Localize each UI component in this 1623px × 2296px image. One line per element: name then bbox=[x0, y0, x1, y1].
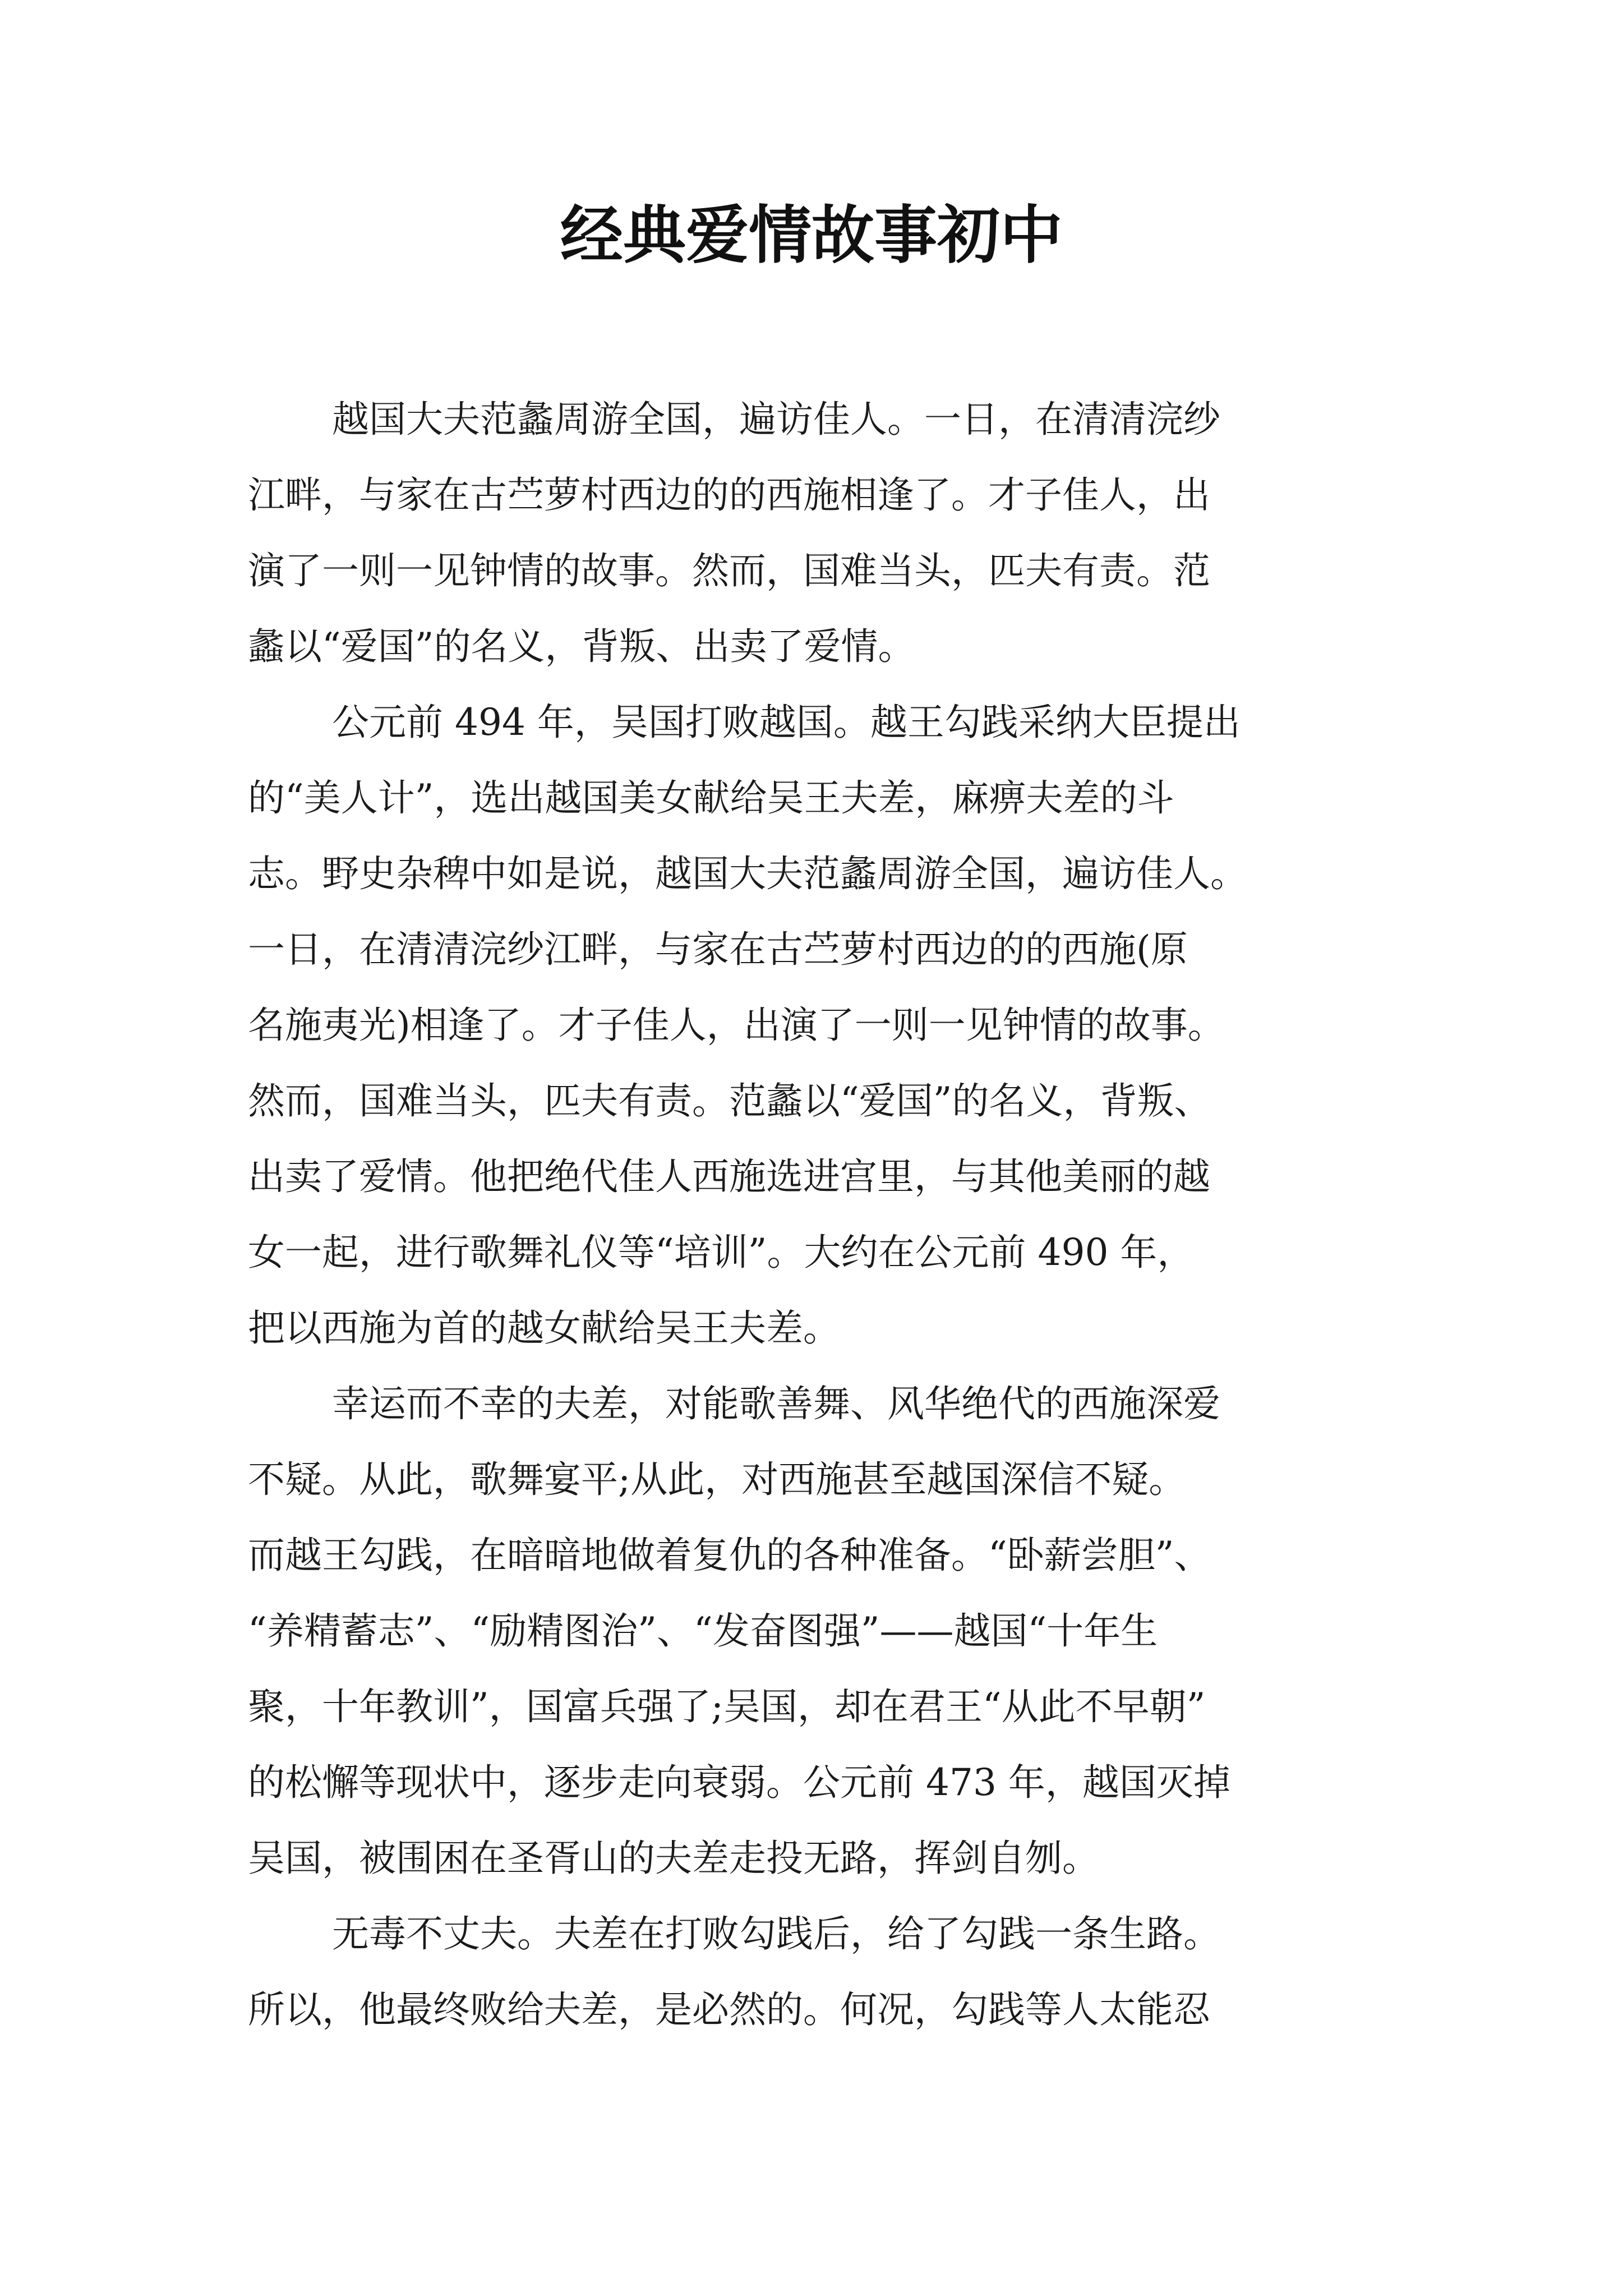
paragraph-2 bbox=[248, 684, 1375, 1366]
text-line: 出卖了爱情。他把绝代佳人西施选进宫里，与其他美丽的越 bbox=[248, 1155, 1210, 1198]
text-line: 一日，在清清浣纱江畔，与家在古苎萝村西边的的西施(原 bbox=[248, 928, 1188, 971]
text-line: 蠡以“爱国”的名义，背叛、出卖了爱情。 bbox=[248, 625, 915, 668]
text-line: 吴国，被围困在圣胥山的夫差走投无路，挥剑自刎。 bbox=[248, 1837, 1099, 1880]
text-line: 演了一则一见钟情的故事。然而，国难当头，匹夫有责。范 bbox=[248, 549, 1210, 592]
text-line: 越国大夫范蠡周游全国，遍访佳人。一日，在清清浣纱 bbox=[332, 398, 1220, 441]
paragraph-4 bbox=[248, 1896, 1375, 2047]
text-line: 而越王勾践，在暗暗地做着复仇的各种准备。“卧薪尝胆”、 bbox=[248, 1534, 1211, 1577]
text-line: 不疑。从此，歌舞宴平;从此，对西施甚至越国深信不疑。 bbox=[248, 1458, 1186, 1501]
text-line: “养精蓄志”、“励精图治”、“发奋图强”——越国“十年生 bbox=[248, 1609, 1158, 1653]
document-title: 经典爱情故事初中 bbox=[560, 199, 1063, 272]
text-line: 幸运而不幸的夫差，对能歌善舞、风华绝代的西施深爱 bbox=[332, 1382, 1220, 1425]
text-line: 把以西施为首的越女献给吴王夫差。 bbox=[248, 1306, 840, 1350]
text-line: 所以，他最终败给夫差，是必然的。何况，勾践等人太能忍 bbox=[248, 1988, 1210, 2031]
document-body bbox=[248, 381, 1375, 2047]
text-line: 无毒不丈夫。夫差在打败勾践后，给了勾践一条生路。 bbox=[332, 1912, 1220, 1955]
text-line: 聚，十年教训”，国富兵强了;吴国，却在君王“从此不早朝” bbox=[248, 1685, 1206, 1728]
text-line: 女一起，进行歌舞礼仪等“培训”。大约在公元前 490 年， bbox=[248, 1231, 1195, 1274]
text-line: 江畔，与家在古苎萝村西边的的西施相逢了。才子佳人，出 bbox=[248, 473, 1210, 517]
paragraph-3 bbox=[248, 1366, 1375, 1896]
paragraph-1 bbox=[248, 381, 1375, 684]
text-line: 的“美人计”，选出越国美女献给吴王夫差，麻痹夫差的斗 bbox=[248, 776, 1174, 820]
text-line: 的松懈等现状中，逐步走向衰弱。公元前 473 年，越国灭掉 bbox=[248, 1761, 1230, 1804]
text-line: 然而，国难当头，匹夫有责。范蠡以“爱国”的名义，背叛、 bbox=[248, 1079, 1211, 1122]
text-line: 志。野史杂稗中如是说，越国大夫范蠡周游全国，遍访佳人。 bbox=[248, 852, 1247, 895]
text-line: 名施夷光)相逢了。才子佳人，出演了一则一见钟情的故事。 bbox=[248, 1004, 1225, 1047]
text-line: 公元前 494 年，吴国打败越国。越王勾践采纳大臣提出 bbox=[332, 701, 1241, 744]
